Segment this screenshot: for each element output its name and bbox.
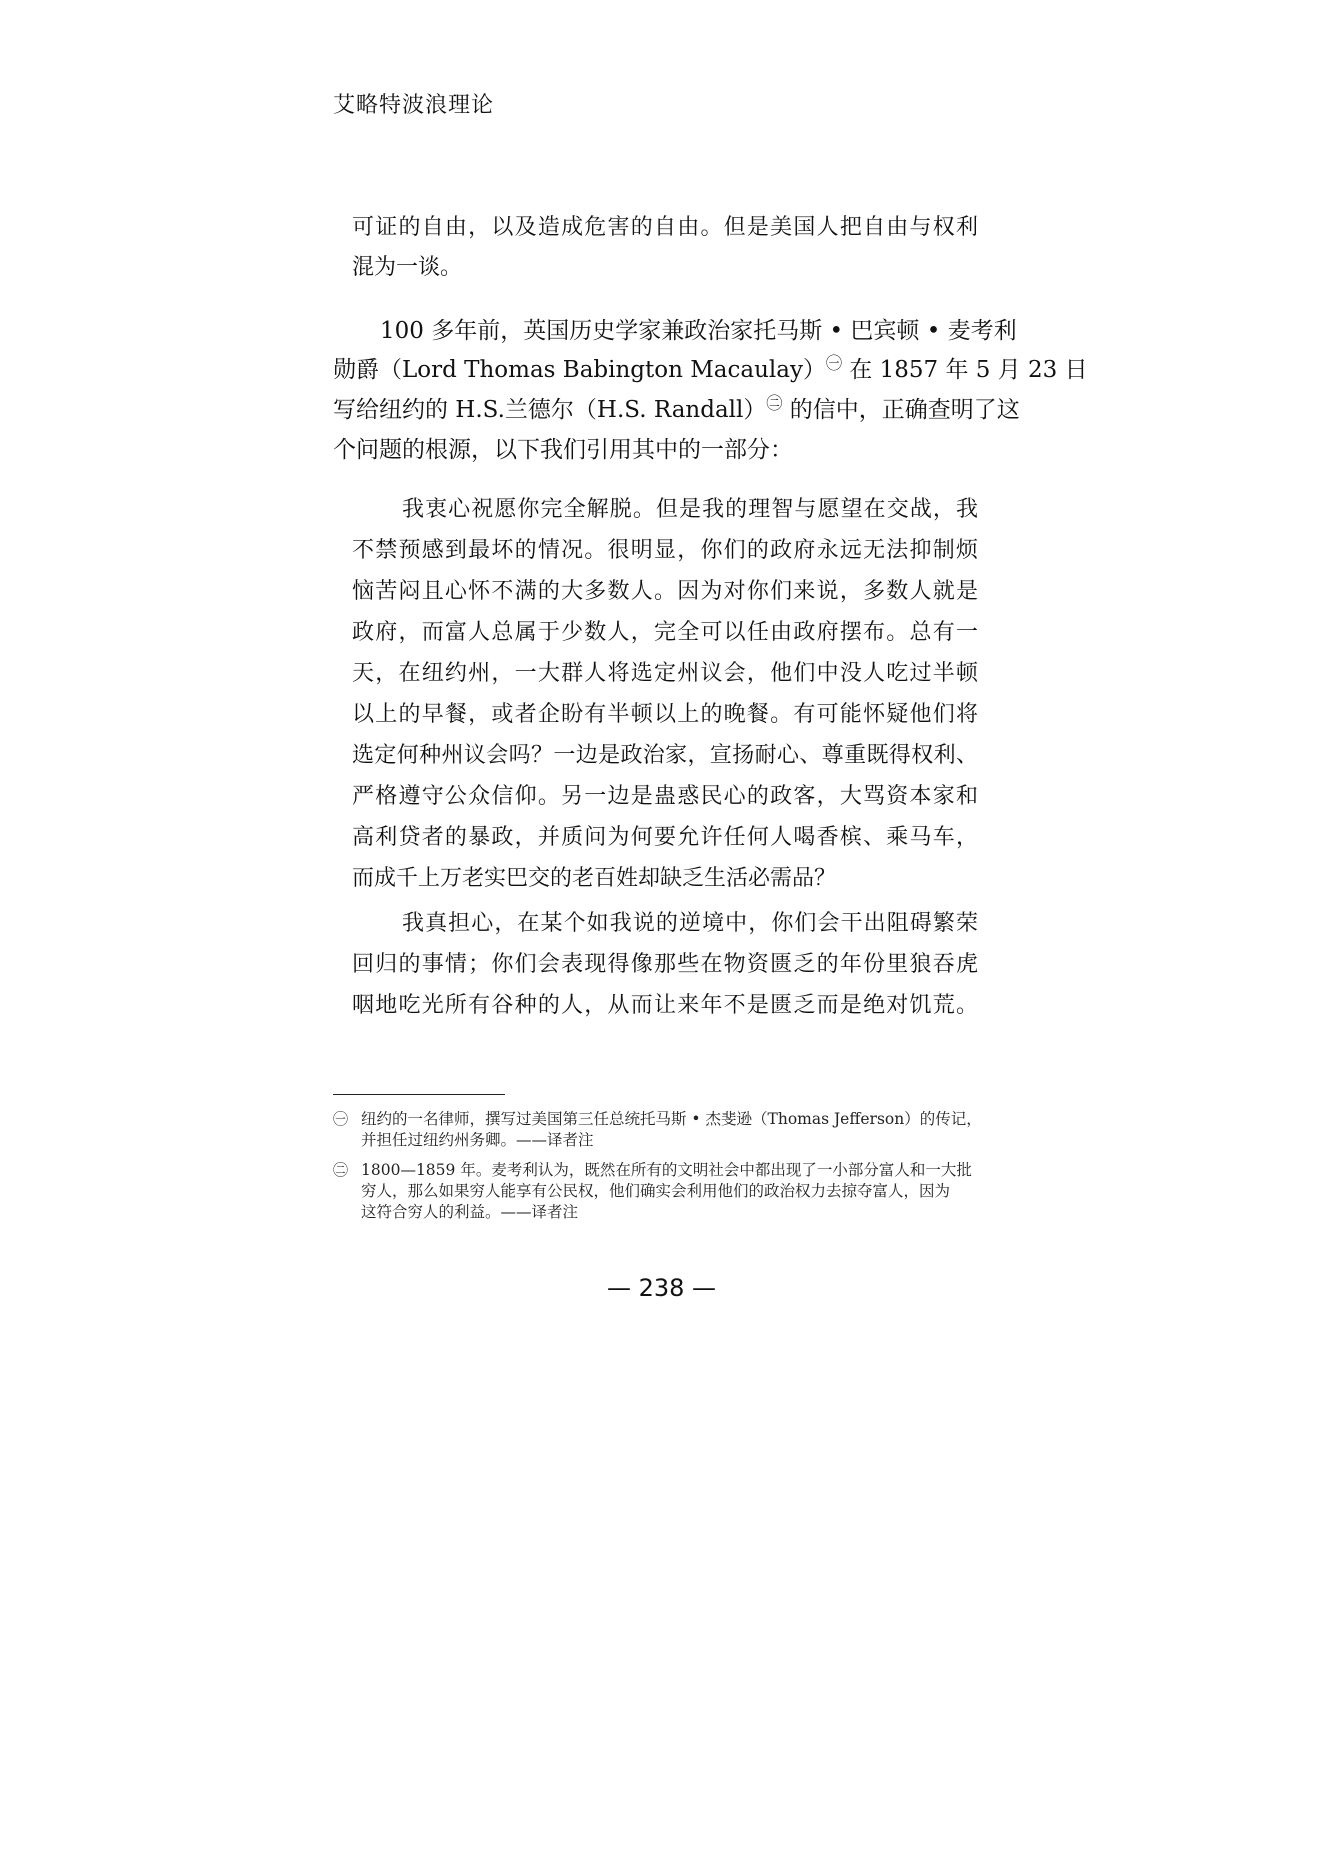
quote-line: 不禁预感到最坏的情况。很明显，你们的政府永远无法抑制烦 bbox=[352, 538, 978, 563]
footnote-line: 这符合穷人的利益。——译者注 bbox=[361, 1203, 579, 1221]
quote-line: 咽地吃光所有谷种的人，从而让来年不是匮乏而是绝对饥荒。 bbox=[352, 993, 978, 1018]
body-line bbox=[333, 391, 1020, 424]
quote-line: 严格遵守公众信仰。另一边是蛊惑民心的政客，大骂资本家和 bbox=[352, 784, 978, 809]
footnote-line: 纽约的一名律师，撰写过美国第三任总统托马斯 • 杰斐逊（Thomas Jefferson）的传记， bbox=[361, 1110, 982, 1128]
footnote-rule bbox=[333, 1094, 505, 1095]
quote-continuation-line: 混为一谈。 bbox=[352, 255, 463, 280]
body-line: 100 多年前，英国历史学家兼政治家托马斯 • 巴宾顿 • 麦考利 bbox=[380, 318, 1017, 344]
quote-line: 我真担心，在某个如我说的逆境中，你们会干出阻碍繁荣 bbox=[402, 911, 978, 936]
quote-line: 我衷心祝愿你完全解脱。但是我的理智与愿望在交战，我 bbox=[402, 497, 978, 522]
quote-line: 天，在纽约州，一大群人将选定州议会，他们中没人吃过半顿 bbox=[352, 661, 978, 686]
quote-continuation-line: 可证的自由，以及造成危害的自由。但是美国人把自由与权利 bbox=[352, 215, 978, 240]
body-text: 勋爵（Lord Thomas Babington Macaulay） bbox=[333, 357, 826, 383]
quote-line: 政府，而富人总属于少数人，完全可以任由政府摆布。总有一 bbox=[352, 620, 978, 645]
footnote-2 bbox=[333, 1160, 972, 1221]
footnote-ref-2[interactable]: ㊁ bbox=[766, 393, 783, 413]
footnote-mark: ㊁ bbox=[333, 1161, 349, 1179]
body-line: 个问题的根源，以下我们引用其中的一部分： bbox=[333, 437, 793, 463]
footnote-line: 穷人，那么如果穷人能享有公民权，他们确实会利用他们的政治权力去掠夺富人，因为 bbox=[361, 1182, 951, 1200]
footnote-1 bbox=[333, 1109, 982, 1149]
quote-line: 以上的早餐，或者企盼有半顿以上的晚餐。有可能怀疑他们将 bbox=[352, 702, 978, 727]
quote-line: 而成千上万老实巴交的老百姓却缺乏生活必需品？ bbox=[352, 866, 837, 891]
quote-line: 高利贷者的暴政，并质问为何要允许任何人喝香槟、乘马车， bbox=[352, 825, 978, 850]
footnote-line: 并担任过纽约州务卿。——译者注 bbox=[361, 1131, 594, 1149]
body-line bbox=[333, 351, 1088, 384]
footnote-line: 1800—1859 年。麦考利认为，既然在所有的文明社会中都出现了一小部分富人和一大批 bbox=[361, 1161, 972, 1179]
body-text: 在 1857 年 5 月 23 日 bbox=[849, 357, 1088, 383]
body-text: 写给纽约的 H.S.兰德尔（H.S. Randall） bbox=[333, 397, 767, 423]
running-head: 艾略特波浪理论 bbox=[333, 93, 495, 118]
quote-line: 回归的事情；你们会表现得像那些在物资匮乏的年份里狼吞虎 bbox=[352, 952, 978, 977]
page-number: — 238 — bbox=[606, 1274, 717, 1302]
footnote-mark: ㊀ bbox=[333, 1110, 349, 1128]
footnote-ref-1[interactable]: ㊀ bbox=[825, 353, 842, 373]
body-text: 的信中，正确查明了这 bbox=[789, 397, 1020, 423]
quote-line: 选定何种州议会吗？一边是政治家，宣扬耐心、尊重既得权利、 bbox=[352, 743, 978, 768]
quote-line: 恼苦闷且心怀不满的大多数人。因为对你们来说，多数人就是 bbox=[352, 579, 978, 604]
